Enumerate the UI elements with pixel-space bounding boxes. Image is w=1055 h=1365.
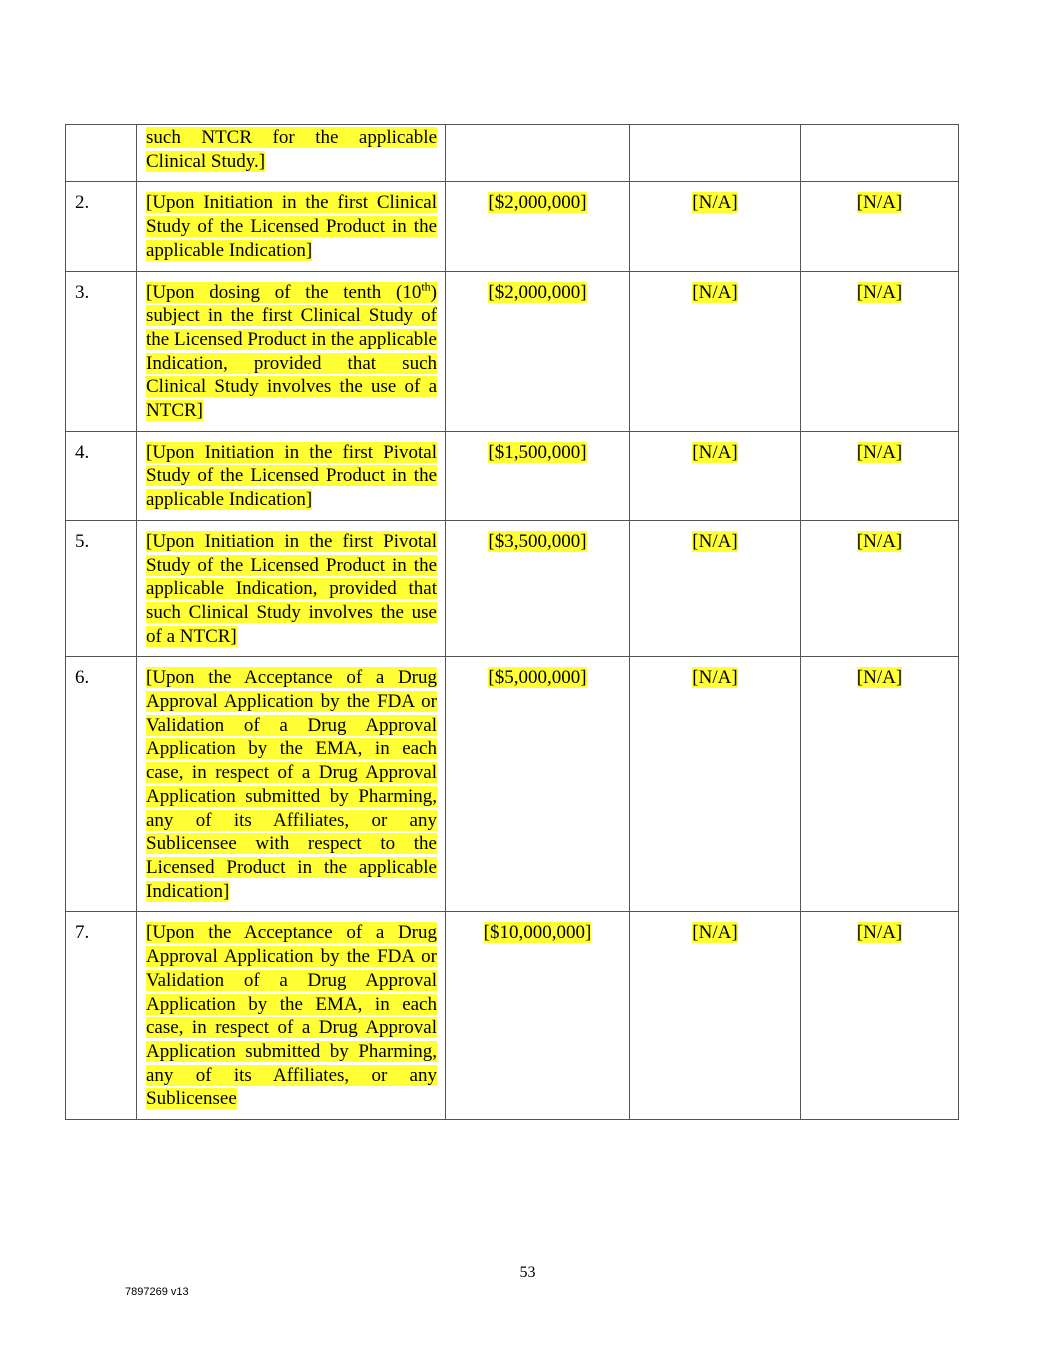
second-payment-cell <box>630 657 801 912</box>
table-row <box>66 271 959 431</box>
row-number-cell <box>66 431 137 520</box>
milestone-description-cell <box>137 657 446 912</box>
milestone-description-cell <box>137 182 446 271</box>
payment-amount: [$2,000,000] <box>488 192 587 214</box>
payment-amount-cell <box>446 271 630 431</box>
second-payment-cell <box>630 431 801 520</box>
table-row <box>66 657 959 912</box>
second-payment-cell <box>630 182 801 271</box>
row-number: 5. <box>75 530 90 552</box>
third-payment-value: [N/A] <box>856 667 903 689</box>
payment-amount: [$3,500,000] <box>488 530 587 552</box>
third-payment-value: [N/A] <box>856 192 903 214</box>
row-number-cell <box>66 182 137 271</box>
second-payment-value: [N/A] <box>692 667 738 689</box>
milestone-table <box>65 124 959 1120</box>
milestone-description: [Upon dosing of the tenth (10th) subject in the first Clinical Study of the Licensed Product in the applicable Indication, provided that such Clinical Study involves the use of a NTCR] <box>146 279 437 422</box>
payment-amount-cell <box>446 125 630 182</box>
payment-amount-cell <box>446 431 630 520</box>
second-payment-value: [N/A] <box>692 192 738 214</box>
second-payment-value: [N/A] <box>692 281 738 303</box>
row-number: 3. <box>75 281 90 303</box>
payment-amount: [$5,000,000] <box>488 667 587 689</box>
second-payment-cell <box>630 125 801 182</box>
milestone-description: [Upon Initiation in the first Clinical Study of the Licensed Product in the applicable Indication] <box>146 192 437 261</box>
payment-amount: [$1,500,000] <box>488 441 587 463</box>
payment-amount-cell <box>446 520 630 657</box>
third-payment-value: [N/A] <box>856 922 903 944</box>
milestone-description-cell <box>137 431 446 520</box>
page-number: 53 <box>519 1264 536 1281</box>
milestone-description: such NTCR for the applicable Clinical Study.] <box>146 127 437 172</box>
milestone-description-cell <box>137 125 446 182</box>
table-row <box>66 182 959 271</box>
third-payment-cell <box>801 125 959 182</box>
payment-amount: [$2,000,000] <box>488 281 587 303</box>
third-payment-cell <box>801 271 959 431</box>
table-row <box>66 520 959 657</box>
payment-amount-cell <box>446 182 630 271</box>
second-payment-value: [N/A] <box>692 530 738 552</box>
milestone-description-cell <box>137 271 446 431</box>
milestone-description: [Upon the Acceptance of a Drug Approval Application by the FDA or Validation of a Drug Approval Application by the EMA, in each case, in respect of a Drug Approval Application submitted by Pharming, any of its Affiliates, or any Sublicensee <box>146 922 437 1110</box>
third-payment-cell <box>801 520 959 657</box>
row-number-cell <box>66 271 137 431</box>
table-row <box>66 431 959 520</box>
milestone-description-cell <box>137 912 446 1120</box>
third-payment-cell <box>801 431 959 520</box>
payment-amount-cell <box>446 657 630 912</box>
row-number-cell <box>66 657 137 912</box>
ordinal-superscript: th <box>421 279 431 294</box>
table-row <box>66 125 959 182</box>
milestone-description: [Upon Initiation in the first Pivotal Study of the Licensed Product in the applicable Indication] <box>146 441 437 511</box>
third-payment-value: [N/A] <box>856 441 903 463</box>
row-number: 2. <box>75 192 90 214</box>
payment-amount: [$10,000,000] <box>483 922 592 944</box>
row-number: 6. <box>75 667 90 689</box>
third-payment-cell <box>801 657 959 912</box>
second-payment-cell <box>630 271 801 431</box>
milestone-description-cell <box>137 520 446 657</box>
payment-amount-cell <box>446 912 630 1120</box>
milestone-description: [Upon Initiation in the first Pivotal Study of the Licensed Product in the applicable Indication, provided that such Clinical Study involves the use of a NTCR] <box>146 530 437 647</box>
row-number: 7. <box>75 922 90 944</box>
row-number-cell <box>66 125 137 182</box>
third-payment-cell <box>801 182 959 271</box>
third-payment-cell <box>801 912 959 1120</box>
row-number-cell <box>66 520 137 657</box>
third-payment-value: [N/A] <box>856 281 903 303</box>
second-payment-value: [N/A] <box>692 441 738 463</box>
third-payment-value: [N/A] <box>856 530 903 552</box>
second-payment-cell <box>630 520 801 657</box>
table-row <box>66 912 959 1120</box>
second-payment-cell <box>630 912 801 1120</box>
document-id: 7897269 v13 <box>125 1286 189 1298</box>
row-number: 4. <box>75 441 90 463</box>
second-payment-value: [N/A] <box>692 922 738 944</box>
row-number-cell <box>66 912 137 1120</box>
milestone-description: [Upon the Acceptance of a Drug Approval Application by the FDA or Validation of a Drug Approval Application by the EMA, in each case, in respect of a Drug Approval Application submitted by Pharming, any of its Affiliates, or any Sublicensee with respect to the Licensed Product in the applicable Indication] <box>146 667 437 902</box>
